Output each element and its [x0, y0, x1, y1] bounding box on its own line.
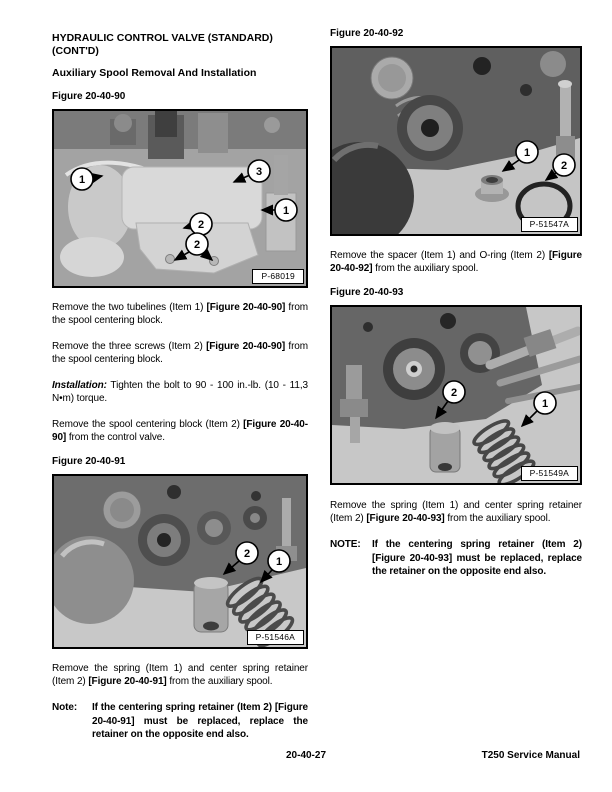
- svg-text:2: 2: [560, 160, 568, 172]
- screw: [210, 257, 219, 266]
- photo-id-label: P-68019: [252, 269, 304, 284]
- svg-text:2: 2: [197, 219, 205, 231]
- note-text: If the centering spring retainer (Item 2) [Figure 20-40-93] must be replaced, replace the retainer on the opposite end also.: [372, 539, 582, 577]
- svg-text:1: 1: [275, 556, 283, 568]
- figure-93-illustration: [332, 307, 580, 483]
- paragraph-remove-block: Remove the spool centering block (Item 2) [Figure 20-40-90] from the control valve.: [52, 419, 308, 443]
- installation-lead: Installation:: [52, 380, 107, 391]
- right-column: [330, 28, 582, 579]
- subsection-title: Auxiliary Spool Removal And Installation: [52, 67, 257, 79]
- figure-91-heading: Figure 20-40-91: [52, 456, 126, 467]
- figure-reference: [Figure 20-40-90]: [52, 419, 308, 443]
- note-label: Note:: [52, 702, 78, 713]
- svg-text:1: 1: [541, 398, 549, 410]
- photo-id-label: P-51546A: [247, 630, 304, 645]
- figure-90-heading: Figure 20-40-90: [52, 91, 126, 102]
- note-label: NOTE:: [330, 539, 361, 550]
- figure-93-heading: Figure 20-40-93: [330, 287, 404, 298]
- paragraph-remove-spring: Remove the spring (Item 1) and center spring retainer (Item 2) [Figure 20-40-93] from the auxiliary spool.: [330, 500, 582, 524]
- figure-91-illustration: [54, 476, 306, 647]
- section-title: [52, 32, 308, 57]
- figure-reference: [Figure 20-40-92]: [330, 250, 582, 274]
- footer-manual-title: T250 Service Manual: [481, 750, 580, 761]
- paragraph-remove-spring: Remove the spring (Item 1) and center spring retainer (Item 2) [Figure 20-40-91] from the auxiliary spool.: [52, 663, 308, 687]
- left-column: [52, 32, 308, 742]
- photo-id-label: P-51549A: [521, 466, 578, 481]
- figure-92-heading: Figure 20-40-92: [330, 28, 404, 39]
- figure-92-illustration: [332, 48, 580, 234]
- figure-reference: [Figure 20-40-91]: [88, 676, 167, 687]
- figure-93-photo: [330, 305, 582, 485]
- figure-reference: [Figure 20-40-90]: [206, 341, 286, 352]
- figure-reference: [Figure 20-40-93]: [366, 513, 445, 524]
- paragraph-remove-screws: Remove the three screws (Item 2) [Figure 20-40-90] from the spool centering block.: [52, 341, 309, 365]
- section-title-line1: HYDRAULIC CONTROL VALVE (STANDARD): [52, 32, 273, 44]
- figure-91-photo: [52, 474, 308, 649]
- note-text: If the centering spring retainer (Item 2) [Figure 20-40-91] must be replaced, replace the retainer on the opposite end also.: [92, 702, 308, 740]
- figure-90-photo: [52, 109, 308, 288]
- svg-text:1: 1: [282, 205, 290, 217]
- svg-text:3: 3: [255, 166, 263, 178]
- figure-92-photo: [330, 46, 582, 236]
- note-block: [330, 538, 582, 579]
- paragraph-installation: Installation: Tighten the bolt to 90 - 100 in.-lb. (10 - 11,3 N•m) torque.: [52, 380, 308, 404]
- footer-page-number: 20-40-27: [285, 750, 327, 761]
- figure-90-illustration: [54, 111, 306, 286]
- svg-text:2: 2: [193, 239, 201, 251]
- svg-text:1: 1: [523, 147, 531, 159]
- paragraph-remove-spacer: Remove the spacer (Item 1) and O-ring (Item 2) [Figure 20-40-92] from the auxiliary spool.: [330, 250, 582, 274]
- screw: [166, 255, 175, 264]
- svg-text:2: 2: [450, 387, 458, 399]
- note-block: [52, 701, 308, 742]
- photo-id-label: P-51547A: [521, 217, 578, 232]
- section-title-line2: (CONT'D): [52, 44, 99, 57]
- paragraph-remove-tubelines: Remove the two tubelines (Item 1) [Figure 20-40-90] from the spool centering block.: [52, 302, 309, 326]
- svg-text:1: 1: [78, 174, 86, 186]
- svg-text:2: 2: [243, 548, 251, 560]
- figure-reference: [Figure 20-40-90]: [206, 302, 286, 313]
